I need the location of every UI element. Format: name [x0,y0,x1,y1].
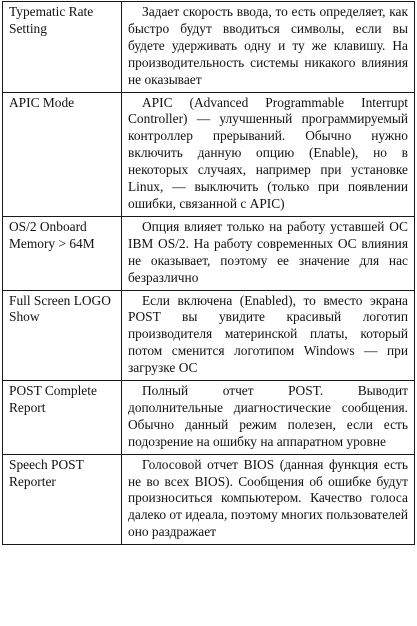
table-row [3,381,415,455]
bios-settings-table [2,1,415,545]
table-row [3,92,415,216]
setting-name-apic-mode: APIC Mode [3,92,122,216]
setting-description-apic-mode: APIC (Advanced Programmable Interrupt Controller) — улучшенный программируемый контроллер прерываний. Обычно нужно включить данную опцию (Enable), но в некоторых случаях, например при установке Linux, — выключить (только при появлении ошибки, связанной с APIC) [122,92,415,216]
setting-name-post-complete-report: POST Complete Report [3,381,122,455]
setting-description-typematic-rate: Задает скорость ввода, то есть определяет, как быстро будут вводиться символы, если вы будете удерживать одну и ту же клавишу. На производительность системы никакого влияния не оказывает [122,2,415,93]
table-row [3,454,415,545]
setting-description-full-screen-logo: Если включена (Enabled), то вместо экрана POST вы увидите красивый логотип производителя материнской платы, который потом сменится логотипом Windows — при загрузке ОС [122,290,415,381]
setting-description-speech-post-reporter: Голосовой отчет BIOS (данная функция есть не во всех BIOS). Сообщения об ошибке будут произноситься компьютером. Качество голоса далеко от идеала, поэтому многих пользователей оно раздражает [122,454,415,545]
setting-name-full-screen-logo: Full Screen LOGO Show [3,290,122,381]
setting-name-os2-onboard-memory: OS/2 Onboard Memory > 64M [3,216,122,290]
table-row [3,290,415,381]
setting-name-speech-post-reporter: Speech POST Reporter [3,454,122,545]
setting-name-typematic-rate: Typematic Rate Setting [3,2,122,93]
table-row [3,2,415,93]
table-row [3,216,415,290]
setting-description-post-complete-report: Полный отчет POST. Выводит дополнительные диагностические сообщения. Обычно данный режим полезен, если есть подозрение на ошибку на аппаратном уровне [122,381,415,455]
setting-description-os2-onboard-memory: Опция влияет только на работу уставшей ОС IBM OS/2. На работу современных ОС влияния не оказывает, поэтому ее значение для нас безразлично [122,216,415,290]
